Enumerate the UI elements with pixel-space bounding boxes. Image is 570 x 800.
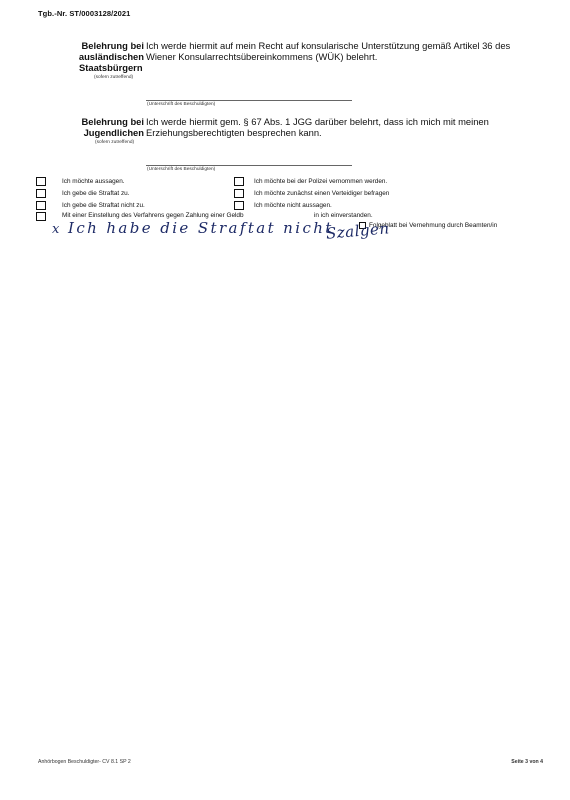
footer-form-id: Anhörbogen Beschuldigter- CV 8.1 SP 2 bbox=[38, 759, 131, 765]
instruction-line: Wiener Konsularrechtsübereinkommens (WÜK) belehrt. bbox=[146, 51, 378, 63]
instruction-line: Ich werde hiermit gem. § 67 Abs. 1 JGG darüber belehrt, dass ich mich mit meinen bbox=[146, 116, 489, 127]
option-label: Ich gebe die Straftat zu. bbox=[62, 190, 130, 197]
section-title-line: Belehrung bei bbox=[81, 40, 144, 51]
option-label: Ich möchte nicht aussagen. bbox=[254, 202, 332, 209]
section-title-line: ausländischen bbox=[78, 51, 144, 63]
option-label: Ich gebe die Straftat nicht zu. bbox=[62, 202, 145, 209]
signature-line bbox=[146, 100, 352, 101]
note-applicable: (sofern zutreffend) bbox=[94, 75, 134, 80]
section-title bbox=[60, 116, 144, 138]
instruction-line: Erziehungsberechtigten besprechen kann. bbox=[146, 127, 322, 139]
handwritten-statement: Ich habe die Straftat nicht bbox=[68, 219, 334, 237]
checkbox[interactable] bbox=[234, 201, 244, 210]
reference-number: Tgb.-Nr. ST/0003128/2021 bbox=[38, 9, 131, 18]
signature-label: (Unterschrift des Beschuldigten) bbox=[147, 167, 216, 172]
einstellung-label-end: in ich einverstanden. bbox=[314, 212, 373, 219]
option-label: Ich möchte bei der Polizei vernommen werden. bbox=[254, 178, 388, 185]
footer-page-number: Seite 3 von 4 bbox=[511, 759, 543, 765]
option-label: Ich möchte aussagen. bbox=[62, 178, 125, 185]
section-title-line: Jugendlichen bbox=[83, 127, 144, 139]
handwritten-signature: Szalgen bbox=[325, 219, 391, 243]
checkbox[interactable] bbox=[36, 177, 46, 186]
signature-label: (Unterschrift des Beschuldigten) bbox=[147, 102, 216, 107]
folgeblatt-label: Folgeblatt bei Vernehmung durch Beamten/in bbox=[369, 222, 498, 229]
instruction-line: Ich werde hiermit auf mein Recht auf konsularische Unterstützung gemäß Artikel 36 des bbox=[146, 40, 511, 51]
instruction-text bbox=[146, 40, 556, 62]
checkbox-einstellung[interactable] bbox=[36, 212, 46, 221]
checkbox[interactable] bbox=[234, 177, 244, 186]
section-title-line: Belehrung bei bbox=[81, 116, 144, 127]
handwritten-mark: x bbox=[52, 222, 60, 237]
einstellung-label: Mit einer Einstellung des Verfahrens gegen Zahlung einer Geldb bbox=[62, 212, 244, 219]
checkbox[interactable] bbox=[234, 189, 244, 198]
section-title-line: Staatsbürgern bbox=[79, 62, 143, 74]
section-title bbox=[60, 40, 144, 74]
signature-line bbox=[146, 165, 352, 166]
checkbox[interactable] bbox=[36, 201, 46, 210]
checkbox[interactable] bbox=[36, 189, 46, 198]
note-applicable: (sofern zutreffend) bbox=[95, 140, 135, 145]
option-label: Ich möchte zunächst einen Verteidiger befragen bbox=[254, 190, 390, 197]
instruction-text bbox=[146, 116, 556, 138]
section-foreign-nationals bbox=[0, 40, 570, 110]
section-juveniles bbox=[0, 116, 570, 176]
